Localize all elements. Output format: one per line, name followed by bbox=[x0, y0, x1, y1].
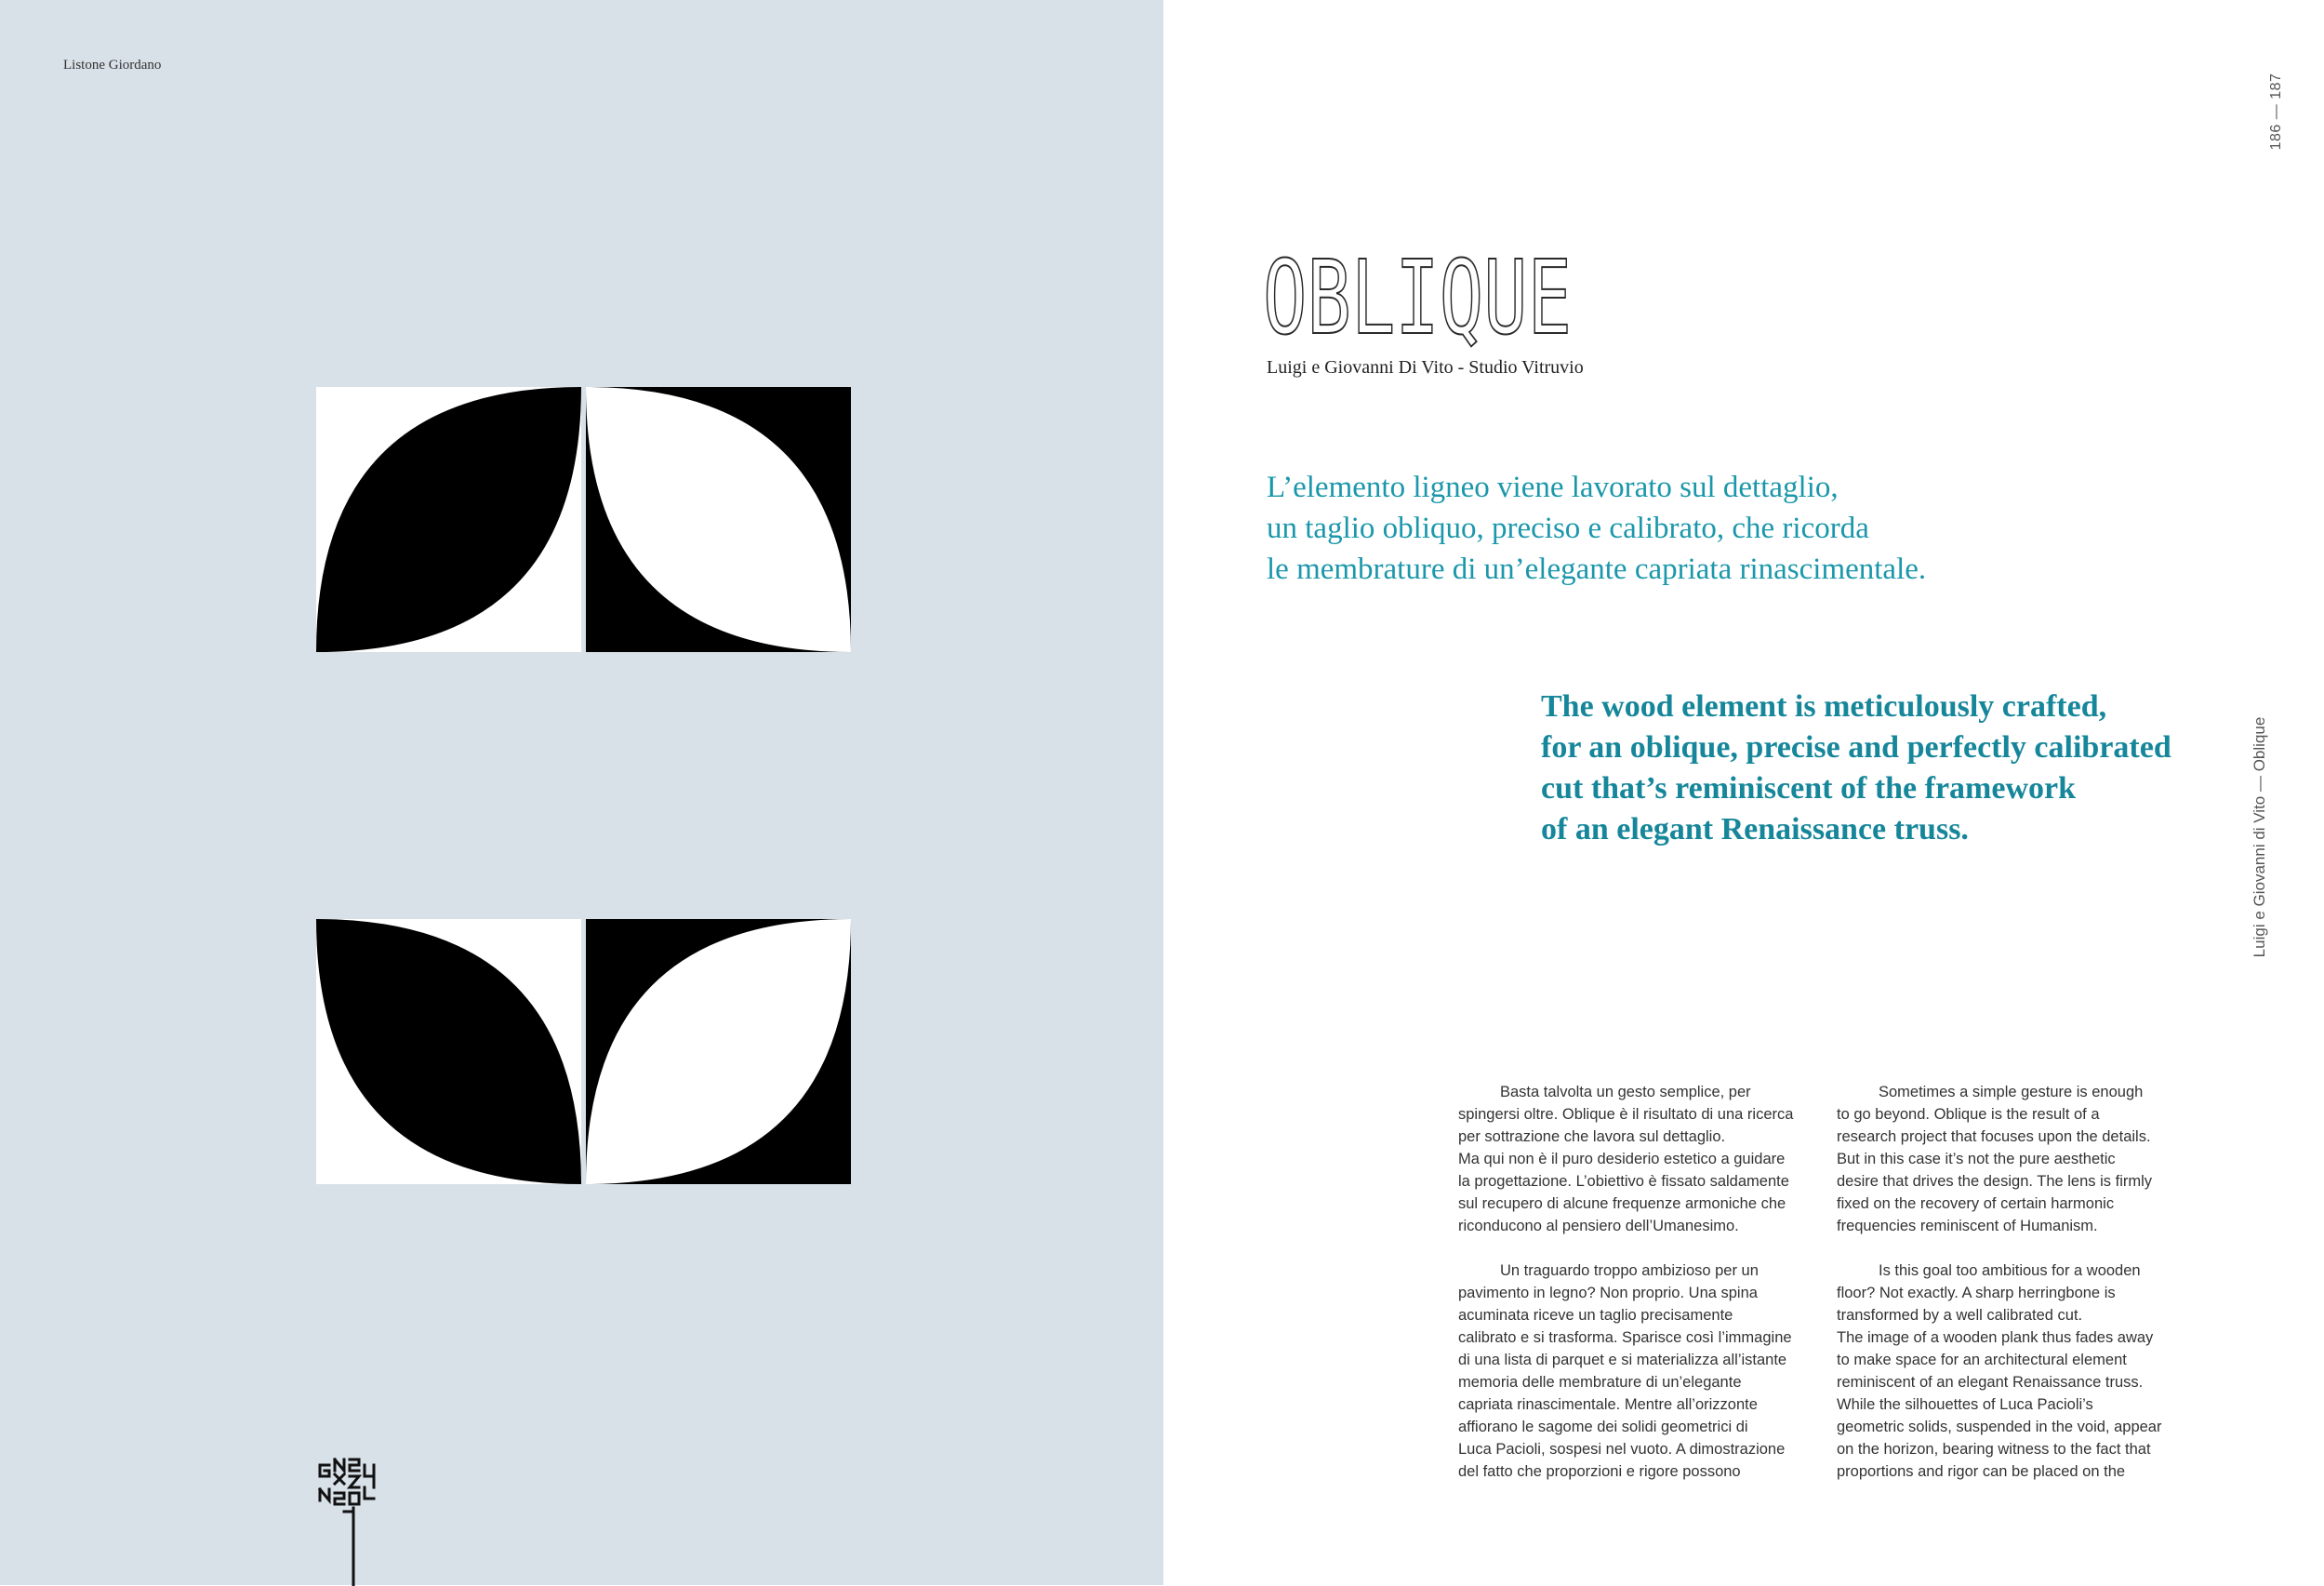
intro-english bbox=[1541, 686, 2248, 850]
body-line: affiorano le sagome dei solidi geometrici di bbox=[1458, 1419, 1748, 1435]
body-line: calibrato e si trasforma. Sparisce così l’immagine bbox=[1458, 1329, 1792, 1346]
body-line: Un traguardo troppo ambizioso per un bbox=[1500, 1262, 1759, 1279]
body-line: sul recupero di alcune frequenze armoniche che bbox=[1458, 1195, 1786, 1212]
body-line: proportions and rigor can be placed on the bbox=[1837, 1463, 2126, 1480]
body-line: Ma qui non è il puro desiderio estetico a guidare bbox=[1458, 1151, 1786, 1167]
bottom-tile-pair bbox=[316, 919, 851, 1184]
body-line: acuminata riceve un taglio precisamente bbox=[1458, 1307, 1733, 1324]
body-column-english bbox=[1837, 1081, 2195, 1483]
intro-italian-line: L’elemento ligneo viene lavorato sul dettaglio, bbox=[1267, 471, 1839, 504]
body-line: transformed by a well calibrated cut. bbox=[1837, 1307, 2083, 1324]
paragraph-gap bbox=[1458, 1237, 1816, 1259]
body-line: While the silhouettes of Luca Pacioli’s bbox=[1837, 1396, 2093, 1413]
paragraph-gap bbox=[1837, 1237, 2195, 1259]
intro-english-line: cut that’s reminiscent of the framework bbox=[1541, 771, 2077, 806]
body-line: di una lista di parquet e si materializza all’istante bbox=[1458, 1352, 1787, 1368]
body-line: on the horizon, bearing witness to the fact that bbox=[1837, 1441, 2151, 1458]
body-column-italian bbox=[1458, 1081, 1816, 1483]
intro-italian bbox=[1267, 467, 2104, 590]
intro-english-line: of an elegant Renaissance truss. bbox=[1541, 812, 1969, 846]
body-line: to go beyond. Oblique is the result of a bbox=[1837, 1106, 2100, 1123]
article-subtitle: Luigi e Giovanni Di Vito - Studio Vitruvio bbox=[1267, 357, 1584, 378]
body-line: Luca Pacioli, sospesi nel vuoto. A dimostrazione bbox=[1458, 1441, 1786, 1458]
intro-english-line: The wood element is meticulously crafted, bbox=[1541, 689, 2107, 724]
article-title bbox=[1263, 238, 1579, 358]
body-line: Sometimes a simple gesture is enough bbox=[1879, 1084, 2144, 1100]
body-line: desire that drives the design. The lens is firmly bbox=[1837, 1173, 2153, 1190]
side-caption: Luigi e Giovanni di Vito — Oblique bbox=[2251, 716, 2268, 958]
body-line: reminiscent of an elegant Renaissance truss. bbox=[1837, 1374, 2144, 1391]
body-line: pavimento in legno? Non proprio. Una spina bbox=[1458, 1285, 1758, 1301]
body-line: frequencies reminiscent of Humanism. bbox=[1837, 1218, 2098, 1234]
intro-english-line: for an oblique, precise and perfectly calibrated bbox=[1541, 730, 2171, 765]
body-line: to make space for an architectural element bbox=[1837, 1352, 2127, 1368]
body-line: capriata rinascimentale. Mentre all’orizzonte bbox=[1458, 1396, 1758, 1413]
intro-italian-line: un taglio obliquo, preciso e calibrato, che ricorda bbox=[1267, 512, 1869, 545]
body-line: spingersi oltre. Oblique è il risultato di una ricerca bbox=[1458, 1106, 1794, 1123]
body-line: per sottrazione che lavora sul dettaglio. bbox=[1458, 1128, 1726, 1145]
body-line: The image of a wooden plank thus fades away bbox=[1837, 1329, 2154, 1346]
body-line: geometric solids, suspended in the void, appear bbox=[1837, 1419, 2162, 1435]
top-tile-pair bbox=[316, 387, 851, 652]
body-line: Basta talvolta un gesto semplice, per bbox=[1500, 1084, 1751, 1100]
svg-text:OBLIQUE: OBLIQUE bbox=[1263, 238, 1572, 358]
body-line: Is this goal too ambitious for a wooden bbox=[1879, 1262, 2141, 1279]
body-line: research project that focuses upon the details. bbox=[1837, 1128, 2151, 1145]
body-line: riconducono al pensiero dell’Umanesimo. bbox=[1458, 1218, 1739, 1234]
listone-giordano-monogram-logo bbox=[316, 1456, 391, 1586]
running-head: Listone Giordano bbox=[63, 58, 162, 73]
intro-italian-line: le membrature di un’elegante capriata rinascimentale. bbox=[1267, 553, 1927, 586]
body-line: But in this case it’s not the pure aesthetic bbox=[1837, 1151, 2116, 1167]
body-line: floor? Not exactly. A sharp herringbone is bbox=[1837, 1285, 2116, 1301]
page-numbers: 186 — 187 bbox=[2268, 73, 2284, 151]
body-line: del fatto che proporzioni e rigore possono bbox=[1458, 1463, 1741, 1480]
body-line: fixed on the recovery of certain harmonic bbox=[1837, 1195, 2115, 1212]
body-line: la progettazione. L’obiettivo è fissato saldamente bbox=[1458, 1173, 1789, 1190]
body-line: memoria delle membrature di un’elegante bbox=[1458, 1374, 1742, 1391]
